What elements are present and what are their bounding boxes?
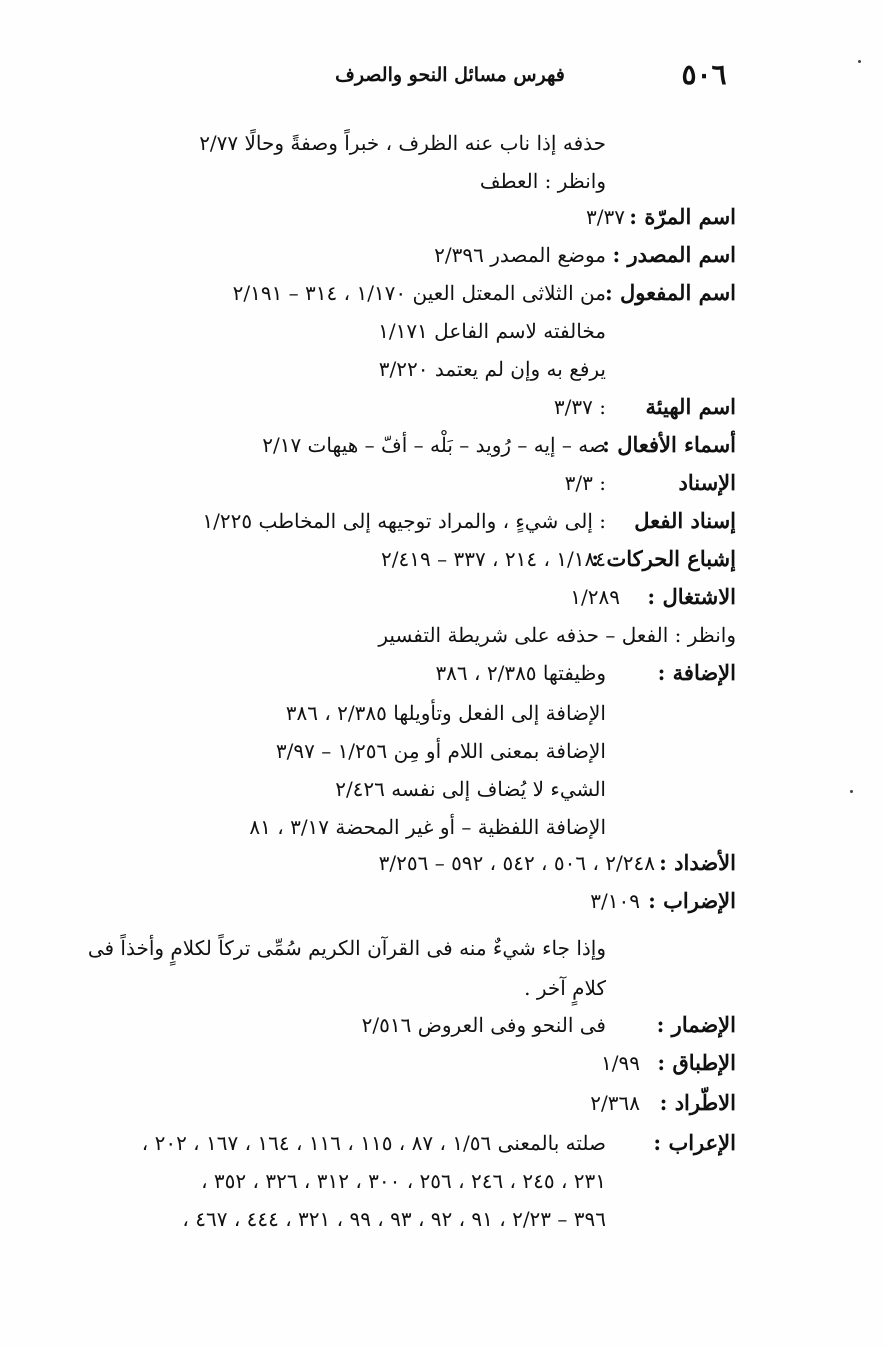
- entry-term: الاطّراد :: [659, 1090, 736, 1115]
- entry-text: فى النحو وفى العروض ٢/٥١٦: [361, 1013, 606, 1037]
- entry-term: اسم المفعول :: [604, 280, 736, 305]
- entry-term: الإضافة :: [657, 660, 736, 685]
- entry-term: الإضمار :: [656, 1012, 736, 1037]
- entry-text: الإضافة اللفظية – أو غير المحضة ٣/١٧ ، ٨١: [249, 815, 606, 839]
- entry-text: من الثلاثى المعتل العين ١/١٧٠ ، ٣١٤ – ٢/١٩١: [232, 281, 606, 305]
- entry-term: الاشتغال :: [647, 584, 736, 609]
- entry-term: أسماء الأفعال :: [602, 432, 736, 457]
- entry-text: ١/٢٨٩: [570, 585, 620, 609]
- scan-speck: [858, 60, 861, 63]
- entry-text: صلته بالمعنى ١/٥٦ ، ٨٧ ، ١١٥ ، ١١٦ ، ١٦٤ ، ١٦٧ ، ٢٠٢ ،: [141, 1131, 606, 1155]
- entry-text: ٢٣١ ، ٢٤٥ ، ٢٤٦ ، ٢٥٦ ، ٣٠٠ ، ٣١٢ ، ٣٢٦ ، ٣٥٢ ،: [201, 1169, 606, 1193]
- entry-text: ١/١٨٤ ، ٢١٤ ، ٣٣٧ – ٢/٤١٩: [381, 547, 606, 571]
- entry-text: الشيء لا يُضاف إلى نفسه ٢/٤٢٦: [335, 777, 606, 801]
- entry-term: الإعراب :: [653, 1130, 736, 1155]
- entry-text: : ٣/٣: [564, 471, 606, 495]
- entry-text: ٣/٣٧: [586, 205, 625, 229]
- entry-text: الإضافة إلى الفعل وتأويلها ٢/٣٨٥ ، ٣٨٦: [285, 701, 606, 725]
- entry-text: ٢/٣٦٨: [590, 1091, 640, 1115]
- entry-text: موضع المصدر ٢/٣٩٦: [434, 243, 606, 267]
- page-number: ٥٠٦: [681, 58, 727, 91]
- entry-text: وانظر : الفعل – حذفه على شريطة التفسير: [378, 623, 736, 647]
- entry-term: اسم المرّة :: [629, 204, 736, 229]
- entry-text: : ٣/٣٧: [553, 395, 606, 419]
- entry-term: إشباع الحركات :: [591, 546, 736, 571]
- entry-term: الإطباق :: [657, 1050, 736, 1075]
- entry-term: الإضراب :: [648, 888, 736, 913]
- entry-text: وإذا جاء شيءٌ منه فى القرآن الكريم سُمِّى تركاً لكلامٍ وأخذاً فى كلامٍ آخر .: [87, 936, 606, 1000]
- entry-text: وانظر : العطف: [479, 169, 606, 193]
- entry-term: اسم المصدر :: [612, 242, 736, 267]
- entry-term: الإسناد: [678, 470, 736, 495]
- entry-term: اسم الهيئة: [645, 394, 736, 419]
- entry-text: الإضافة بمعنى اللام أو مِن ١/٢٥٦ – ٣/٩٧: [275, 739, 606, 763]
- entry-text: ٣٩٦ – ٢/٢٣ ، ٩١ ، ٩٢ ، ٩٣ ، ٩٩ ، ٣٢١ ، ٤٤٤ ، ٤٦٧ ،: [182, 1207, 606, 1231]
- running-title: فهرس مسائل النحو والصرف: [335, 64, 565, 86]
- entry-text: مخالفته لاسم الفاعل ١/١٧١: [378, 319, 606, 343]
- entry-text: ٣/١٠٩: [590, 889, 640, 913]
- entry-text: ٢/٢٤٨ ، ٥٠٦ ، ٥٤٢ ، ٥٩٢ – ٣/٢٥٦: [378, 851, 655, 875]
- entry-text: وظيفتها ٢/٣٨٥ ، ٣٨٦: [435, 661, 606, 685]
- entry-term: إسناد الفعل: [634, 508, 736, 533]
- entry-text: : إلى شيءٍ ، والمراد توجيهه إلى المخاطب ١/٢٢٥: [202, 509, 606, 533]
- entry-text: حذفه إذا ناب عنه الظرف ، خبراً وصفةً وحالًا ٢/٧٧: [199, 131, 606, 155]
- index-line: [0, 928, 885, 1000]
- entry-text: صه – إيه – رُويد – بَلْه – أفّ – هيهات ٢/١٧: [262, 433, 606, 457]
- scan-speck: [850, 790, 853, 793]
- entry-term: الأضداد :: [659, 850, 736, 875]
- entry-text: ١/٩٩: [601, 1051, 640, 1075]
- entry-text: يرفع به وإن لم يعتمد ٣/٢٢٠: [378, 357, 606, 381]
